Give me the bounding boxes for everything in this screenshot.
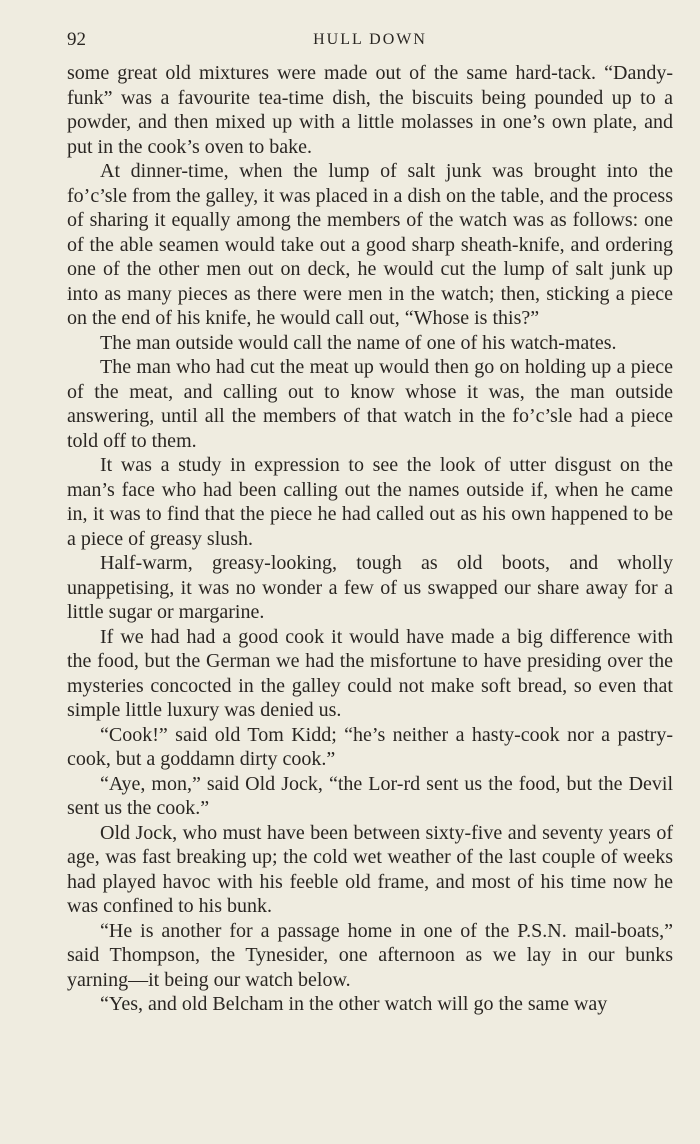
paragraph: It was a study in expression to see the look of utter disgust on the man’s face who had been calling out the names outside if, when he came in, it was to find that the piece he had called out as his own happened to be a piece of greasy slush. xyxy=(67,454,673,550)
paragraph: Half-warm, greasy-looking, tough as old boots, and wholly unappetising, it was no wonder a few of us swapped our share away for a little sugar or margarine. xyxy=(67,552,673,623)
page-number: 92 xyxy=(67,29,86,50)
paragraph: The man who had cut the meat up would then go on holding up a piece of the meat, and calling out to know whose it was, the man outside answering, until all the members of that watch in the fo’c’sle had a piece told off to them. xyxy=(67,356,673,452)
running-head: HULL DOWN xyxy=(313,31,427,48)
paragraph: The man outside would call the name of one of his watch-mates. xyxy=(100,331,617,354)
paragraph: At dinner-time, when the lump of salt junk was brought into the fo’c’sle from the galley, it was placed in a dish on the table, and the process of sharing it equally among the members of the watch was as follows: one of the able seamen would take out a good sharp sheath-knife, and ordering one of the other men out on deck, he would cut the lump of salt junk up into as many pieces as there were men in the watch; then, sticking a piece on the end of his knife, he would call out, “Whose is this?” xyxy=(67,160,673,329)
paragraph: “Yes, and old Belcham in the other watch will go the same way xyxy=(100,993,608,1015)
page-header xyxy=(67,28,673,52)
paragraph: “He is another for a passage home in one of the P.S.N. mail-boats,” said Thompson, the Tynesider, one afternoon as we lay in our bunks yarning—it being our watch below. xyxy=(67,919,673,991)
paragraph: “Aye, mon,” said Old Jock, “the Lor-rd sent us the food, but the Devil sent us the cook.” xyxy=(67,772,673,819)
paragraph: some great old mixtures were made out of the same hard-tack. “Dandy-funk” was a favourite tea-time dish, the biscuits being pounded up to a powder, and then mixed up with a little molasses in one’s own plate, and put in the cook’s oven to bake. xyxy=(67,62,673,158)
paragraph: “Cook!” said old Tom Kidd; “he’s neither a hasty-cook nor a pastry-cook, but a goddamn dirty cook.” xyxy=(67,723,673,770)
paragraph: If we had had a good cook it would have made a big difference with the food, but the German we had the misfortune to have presiding over the mysteries concocted in the galley could not make soft bread, so even that simple little luxury was denied us. xyxy=(67,625,673,721)
paragraph: Old Jock, who must have been between sixty-five and seventy years of age, was fast breaking up; the cold wet weather of the last couple of weeks had played havoc with his feeble old frame, and most of his time now he was confined to his bunk. xyxy=(67,821,673,917)
body-text xyxy=(67,61,673,1017)
